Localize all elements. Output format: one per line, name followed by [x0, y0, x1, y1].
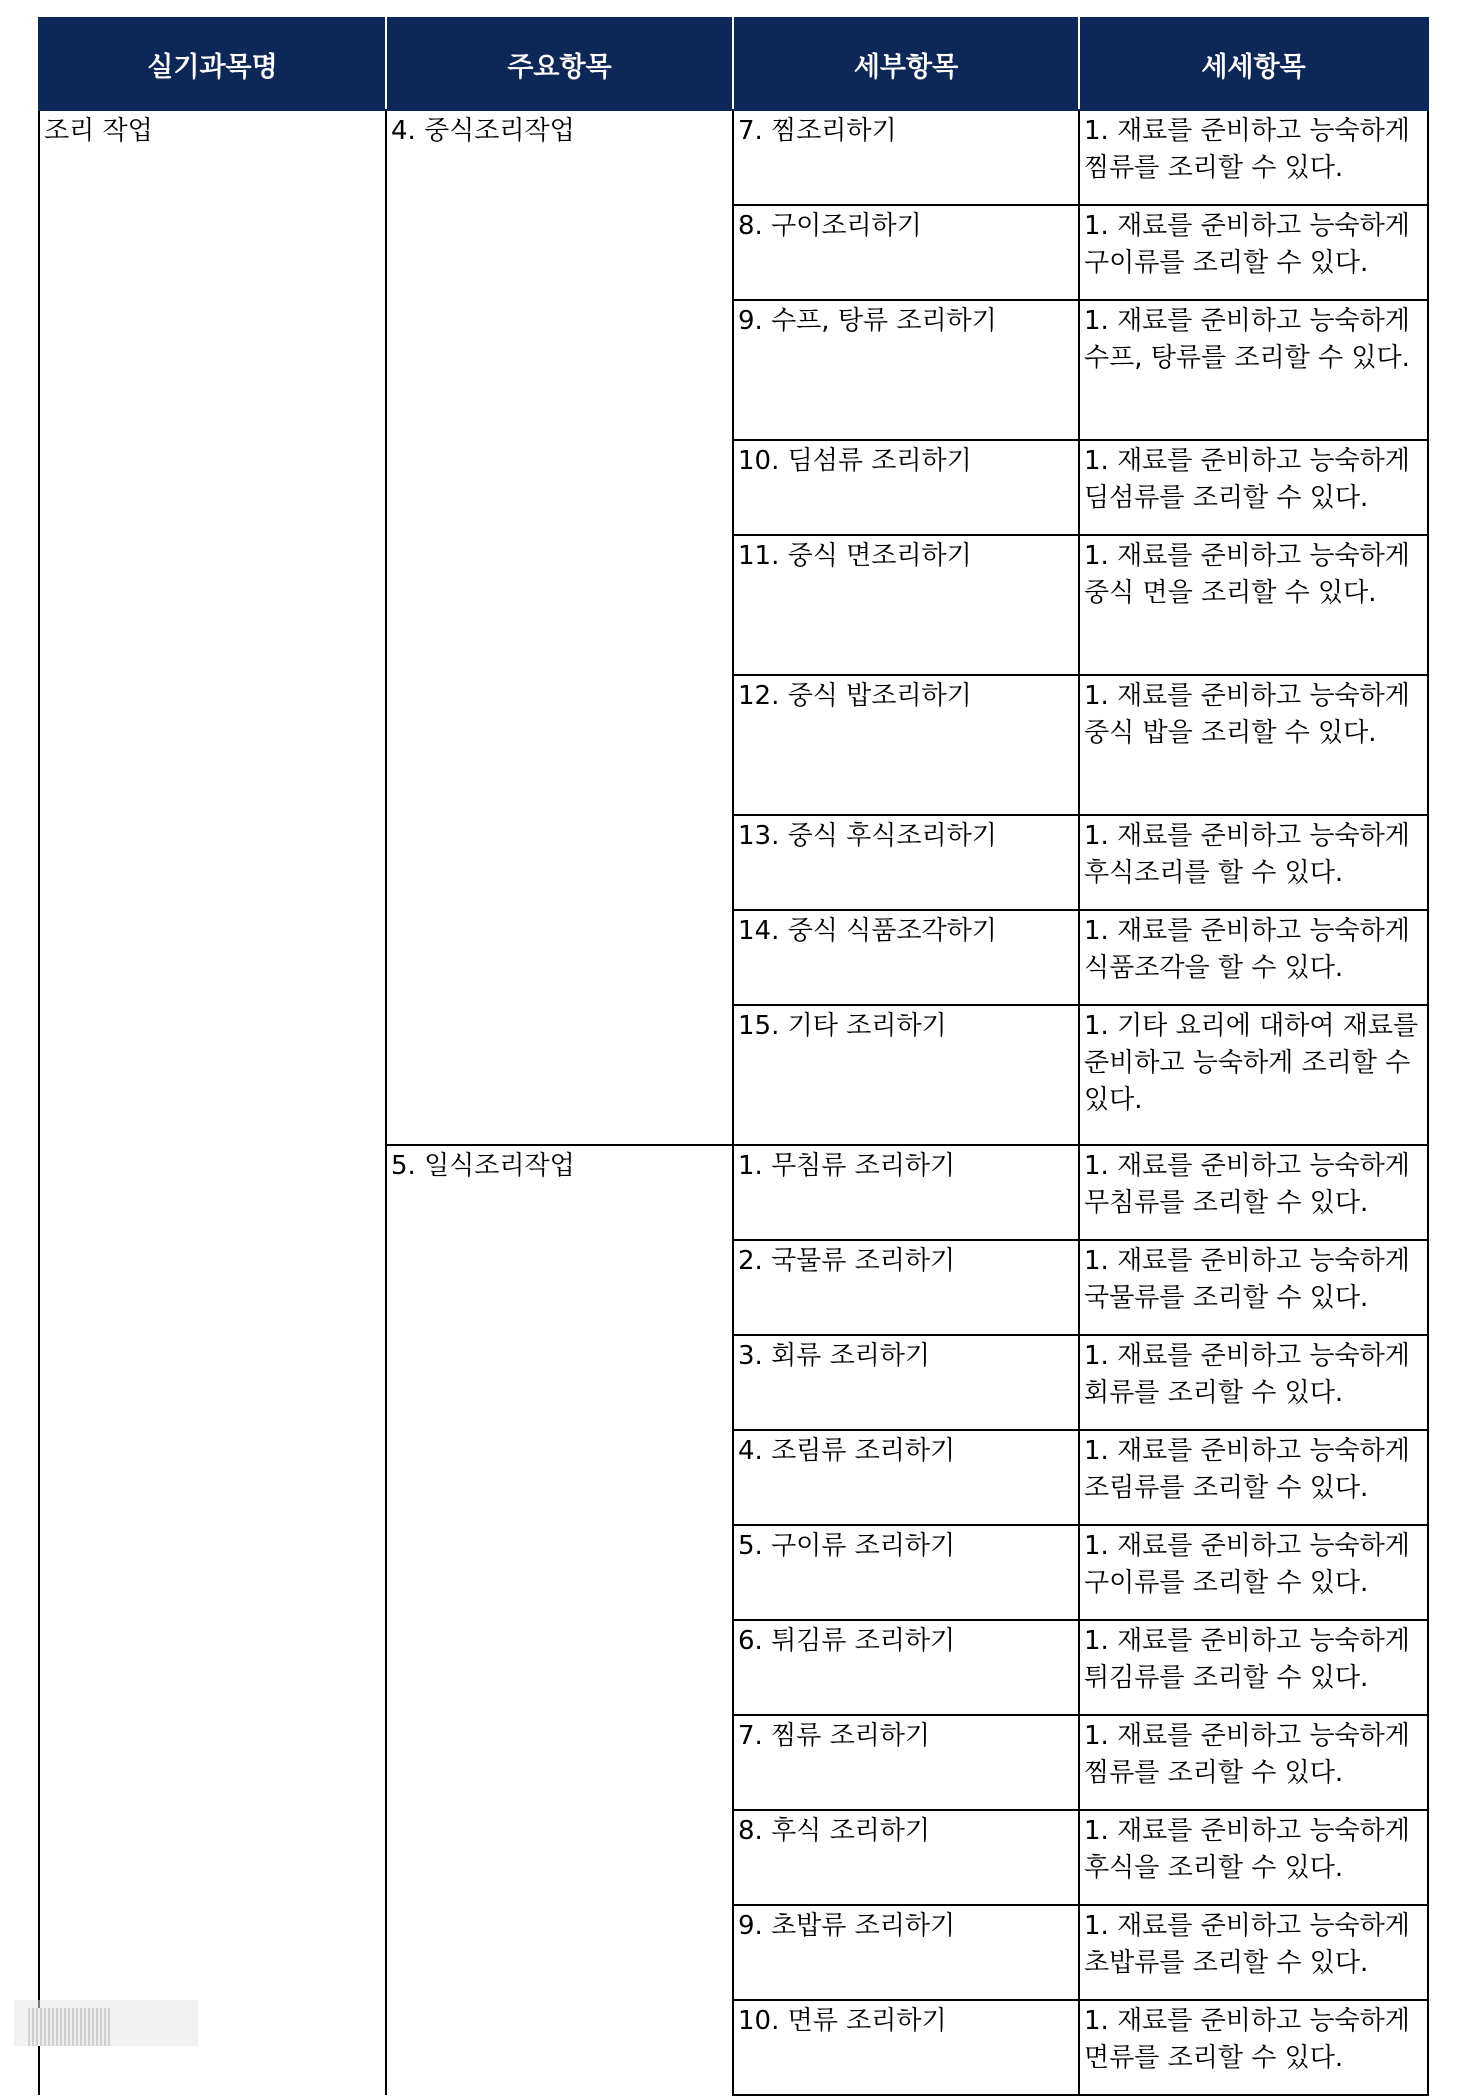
- detail-item-cell: 8. 구이조리하기: [733, 205, 1079, 300]
- detail-item-cell: 4. 조림류 조리하기: [733, 1430, 1079, 1525]
- sub-detail-item-cell: 1. 재료를 준비하고 능숙하게 수프, 탕류를 조리할 수 있다.: [1079, 300, 1428, 440]
- sub-detail-item-cell: 1. 재료를 준비하고 능숙하게 무침류를 조리할 수 있다.: [1079, 1145, 1428, 1240]
- detail-item-cell: 7. 찜류 조리하기: [733, 1715, 1079, 1810]
- detail-item-cell: 2. 국물류 조리하기: [733, 1240, 1079, 1335]
- detail-item-cell: 9. 초밥류 조리하기: [733, 1905, 1079, 2000]
- sub-detail-item-cell: 1. 재료를 준비하고 능숙하게 후식을 조리할 수 있다.: [1079, 1810, 1428, 1905]
- sub-detail-item-cell: 1. 재료를 준비하고 능숙하게 식품조각을 할 수 있다.: [1079, 910, 1428, 1005]
- detail-item-cell: 10. 딤섬류 조리하기: [733, 440, 1079, 535]
- sub-detail-item-cell: 1. 재료를 준비하고 능숙하게 조림류를 조리할 수 있다.: [1079, 1430, 1428, 1525]
- detail-item-cell: 6. 튀김류 조리하기: [733, 1620, 1079, 1715]
- detail-item-cell: 14. 중식 식품조각하기: [733, 910, 1079, 1005]
- detail-item-cell: 5. 구이류 조리하기: [733, 1525, 1079, 1620]
- sub-detail-item-cell: 1. 재료를 준비하고 능숙하게 후식조리를 할 수 있다.: [1079, 815, 1428, 910]
- watermark-logo: [14, 2000, 198, 2046]
- detail-item-cell: 3. 회류 조리하기: [733, 1335, 1079, 1430]
- sub-detail-item-cell: 1. 재료를 준비하고 능숙하게 찜류를 조리할 수 있다.: [1079, 110, 1428, 205]
- detail-item-cell: 7. 찜조리하기: [733, 110, 1079, 205]
- watermark-pattern: [28, 2008, 110, 2046]
- sub-detail-item-cell: 1. 재료를 준비하고 능숙하게 찜류를 조리할 수 있다.: [1079, 1715, 1428, 1810]
- sub-detail-item-cell: 1. 재료를 준비하고 능숙하게 면류를 조리할 수 있다.: [1079, 2000, 1428, 2095]
- detail-item-cell: 11. 중식 면조리하기: [733, 535, 1079, 675]
- detail-item-cell: 12. 중식 밥조리하기: [733, 675, 1079, 815]
- table-row: [39, 110, 1428, 205]
- subject-cell: 조리 작업: [39, 110, 386, 2095]
- detail-item-cell: 9. 수프, 탕류 조리하기: [733, 300, 1079, 440]
- detail-item-cell: 10. 면류 조리하기: [733, 2000, 1079, 2095]
- sub-detail-item-cell: 1. 재료를 준비하고 능숙하게 회류를 조리할 수 있다.: [1079, 1335, 1428, 1430]
- sub-detail-item-cell: 1. 기타 요리에 대하여 재료를 준비하고 능숙하게 조리할 수 있다.: [1079, 1005, 1428, 1145]
- sub-detail-item-cell: 1. 재료를 준비하고 능숙하게 튀김류를 조리할 수 있다.: [1079, 1620, 1428, 1715]
- sub-detail-item-cell: 1. 재료를 준비하고 능숙하게 국물류를 조리할 수 있다.: [1079, 1240, 1428, 1335]
- major-item-cell: 5. 일식조리작업: [386, 1145, 733, 2095]
- table-body: [39, 110, 1428, 2095]
- detail-item-cell: 1. 무침류 조리하기: [733, 1145, 1079, 1240]
- header-row: [39, 18, 1428, 110]
- header-major-item: 주요항목: [386, 18, 733, 110]
- sub-detail-item-cell: 1. 재료를 준비하고 능숙하게 딤섬류를 조리할 수 있다.: [1079, 440, 1428, 535]
- header-subject: 실기과목명: [39, 18, 386, 110]
- table-header: [39, 18, 1428, 110]
- sub-detail-item-cell: 1. 재료를 준비하고 능숙하게 중식 밥을 조리할 수 있다.: [1079, 675, 1428, 815]
- detail-item-cell: 13. 중식 후식조리하기: [733, 815, 1079, 910]
- header-sub-detail-item: 세세항목: [1079, 18, 1428, 110]
- detail-item-cell: 8. 후식 조리하기: [733, 1810, 1079, 1905]
- sub-detail-item-cell: 1. 재료를 준비하고 능숙하게 초밥류를 조리할 수 있다.: [1079, 1905, 1428, 2000]
- header-detail-item: 세부항목: [733, 18, 1079, 110]
- major-item-cell: 4. 중식조리작업: [386, 110, 733, 1145]
- sub-detail-item-cell: 1. 재료를 준비하고 능숙하게 구이류를 조리할 수 있다.: [1079, 1525, 1428, 1620]
- detail-item-cell: 15. 기타 조리하기: [733, 1005, 1079, 1145]
- sub-detail-item-cell: 1. 재료를 준비하고 능숙하게 구이류를 조리할 수 있다.: [1079, 205, 1428, 300]
- sub-detail-item-cell: 1. 재료를 준비하고 능숙하게 중식 면을 조리할 수 있다.: [1079, 535, 1428, 675]
- exam-criteria-table: [38, 17, 1429, 2096]
